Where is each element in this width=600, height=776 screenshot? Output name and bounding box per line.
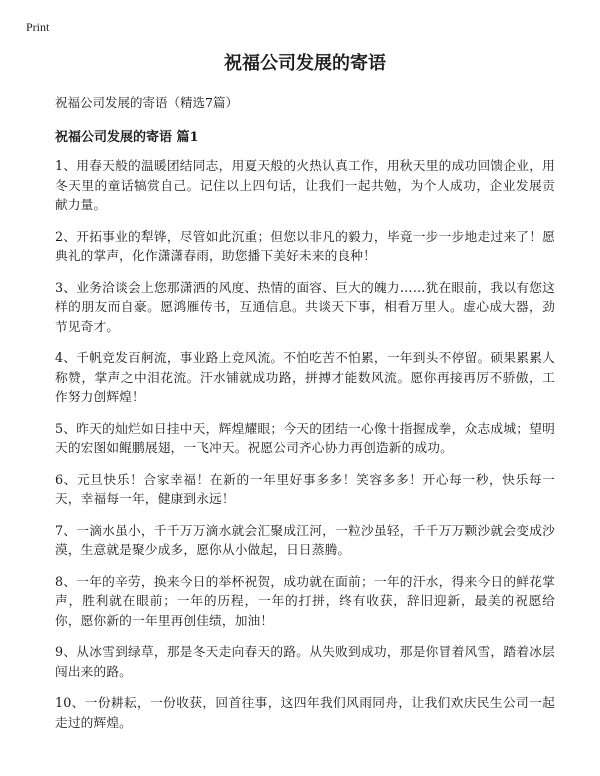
list-item: 2、开拓事业的犁铧，尽管如此沉重；但您以非凡的毅力，毕竟一步一步地走过来了！愿典礼的掌声，化作潇潇春雨，助您播下美好未来的良种！ [55, 228, 555, 263]
list-item: 3、业务洽谈会上您那潇洒的风度、热情的面容、巨大的魄力……犹在眼前，我以有您这样的朋友而自豪。愿鸿雁传书，互通信息。共谈天下事，相看万里人。虚心成大器，劲节见奇才。 [55, 279, 555, 334]
document-subtitle: 祝福公司发展的寄语（精选7篇） [55, 95, 238, 110]
document [55, 50, 555, 744]
list-item: 1、用春天般的温暖团结同志，用夏天般的火热认真工作，用秋天里的成功回馈企业，用冬天里的童话犒赏自己。记住以上四句话，让我们一起共勉，为个人成功，企业发展贡献力量。 [55, 158, 555, 212]
document-title: 祝福公司发展的寄语 [224, 53, 386, 74]
list-item: 9、从冰雪到绿草，那是冬天走向春天的路。从失败到成功，那是你冒着风雪，踏着冰层闯出来的路。 [55, 644, 555, 679]
section-heading: 祝福公司发展的寄语 篇1 [55, 130, 199, 145]
list-item: 7、一滴水虽小，千千万万滴水就会汇聚成江河，一粒沙虽轻，千千万万颗沙就会变成沙漠，生意就是聚少成多，愿你从小做起，日日蒸腾。 [55, 522, 555, 557]
list-item: 4、千帆竞发百舸流，事业路上竞风流。不怕吃苦不怕累，一年到头不停留。硕果累累人称赞，掌声之中泪花流。汗水铺就成功路，拼搏才能数风流。愿你再接再厉不骄傲，工作努力创辉煌！ [55, 350, 555, 404]
list-item: 8、一年的辛劳，换来今日的举杯祝贺，成功就在面前；一年的汗水，得来今日的鲜花掌声，胜利就在眼前；一年的历程，一年的打拼，终有收获，辞旧迎新，最美的祝愿给你，愿你新的一年里再创佳绩，加油！ [55, 573, 555, 628]
item-list [55, 156, 555, 732]
list-item: 5、昨天的灿烂如日挂中天，辉煌耀眼；今天的团结一心像十指握成拳，众志成城；望明天的宏图如鲲鹏展翅，一飞冲天。祝愿公司齐心协力再创造新的成功。 [55, 420, 555, 455]
list-item: 10、一份耕耘，一份收获，回首往事，这四年我们风雨同舟，让我们欢庆民生公司一起走过的辉煌。 [55, 695, 555, 730]
print-link[interactable]: Print [26, 20, 50, 34]
list-item: 6、元旦快乐！合家幸福！在新的一年里好事多多！笑容多多！开心每一秒，快乐每一天，幸福每一年，健康到永远！ [55, 471, 555, 506]
